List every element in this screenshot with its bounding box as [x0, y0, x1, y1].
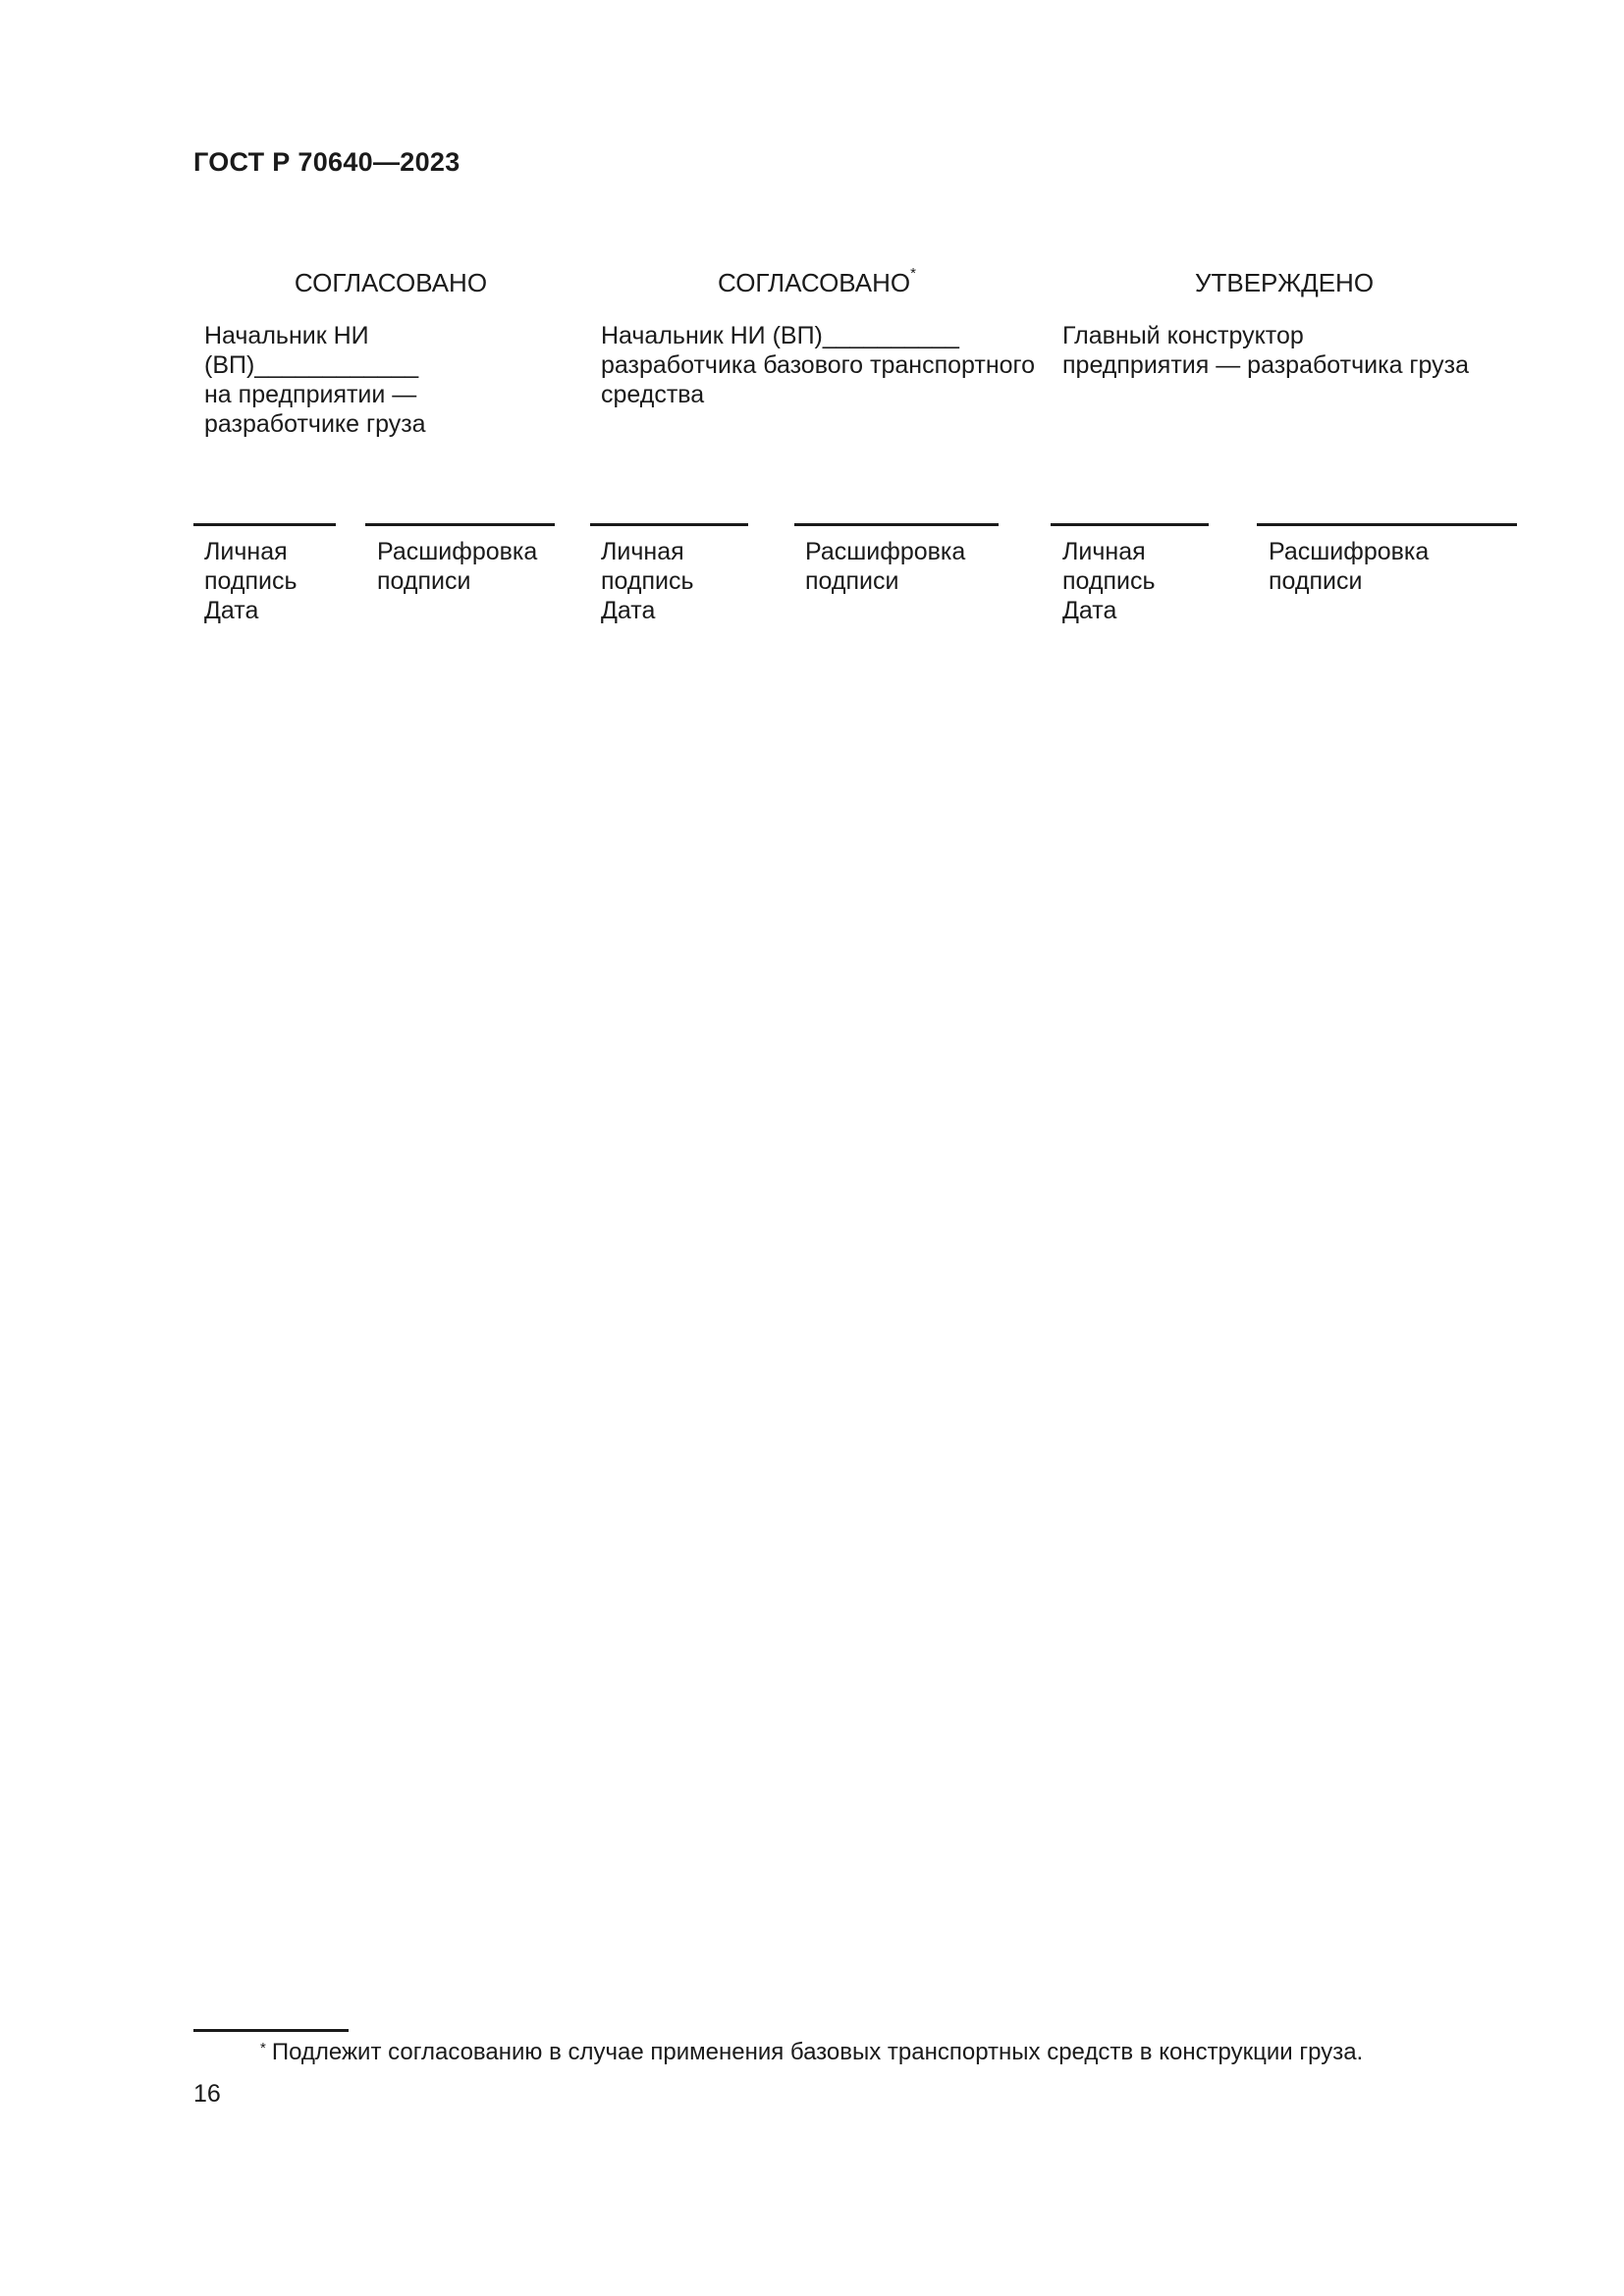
decode-caption-3: Расшифровка подписи	[1269, 538, 1430, 595]
signature-caption-3: Личная подпись Дата	[1062, 538, 1156, 624]
footnote-mark: *	[260, 2040, 266, 2056]
signature-caption-1: Личная подпись Дата	[204, 538, 298, 624]
approval-heading-1: СОГЛАСОВАНО	[294, 268, 488, 297]
decode-line-3	[1257, 523, 1517, 526]
approver-position-2: Начальник НИ (ВП)__________ разработчика базового транспортного средства	[601, 322, 1036, 408]
footnote-text: Подлежит согласованию в случае применения базовых транспортных средств в конструкции груза.	[271, 2039, 1364, 2065]
approval-heading-2: СОГЛАСОВАНО*	[718, 265, 916, 297]
page-number: 16	[193, 2080, 221, 2108]
signature-caption-2: Личная подпись Дата	[601, 538, 694, 624]
footnote-separator	[193, 2029, 349, 2032]
signature-line-3	[1051, 523, 1209, 526]
signature-line-1	[193, 523, 336, 526]
signature-line-2	[590, 523, 748, 526]
decode-caption-1: Расшифровка подписи	[377, 538, 538, 595]
decode-caption-2: Расшифровка подписи	[805, 538, 966, 595]
approval-heading-3: УТВЕРЖДЕНО	[1194, 268, 1375, 297]
decode-line-2	[794, 523, 999, 526]
decode-line-1	[365, 523, 555, 526]
document-code: ГОСТ Р 70640—2023	[193, 147, 460, 177]
approver-position-1: Начальник НИ (ВП)____________ на предприятии — разработчике груза	[204, 322, 426, 438]
approver-position-3: Главный конструктор предприятия — разработчика груза	[1062, 322, 1470, 379]
footnote	[260, 2039, 1363, 2066]
